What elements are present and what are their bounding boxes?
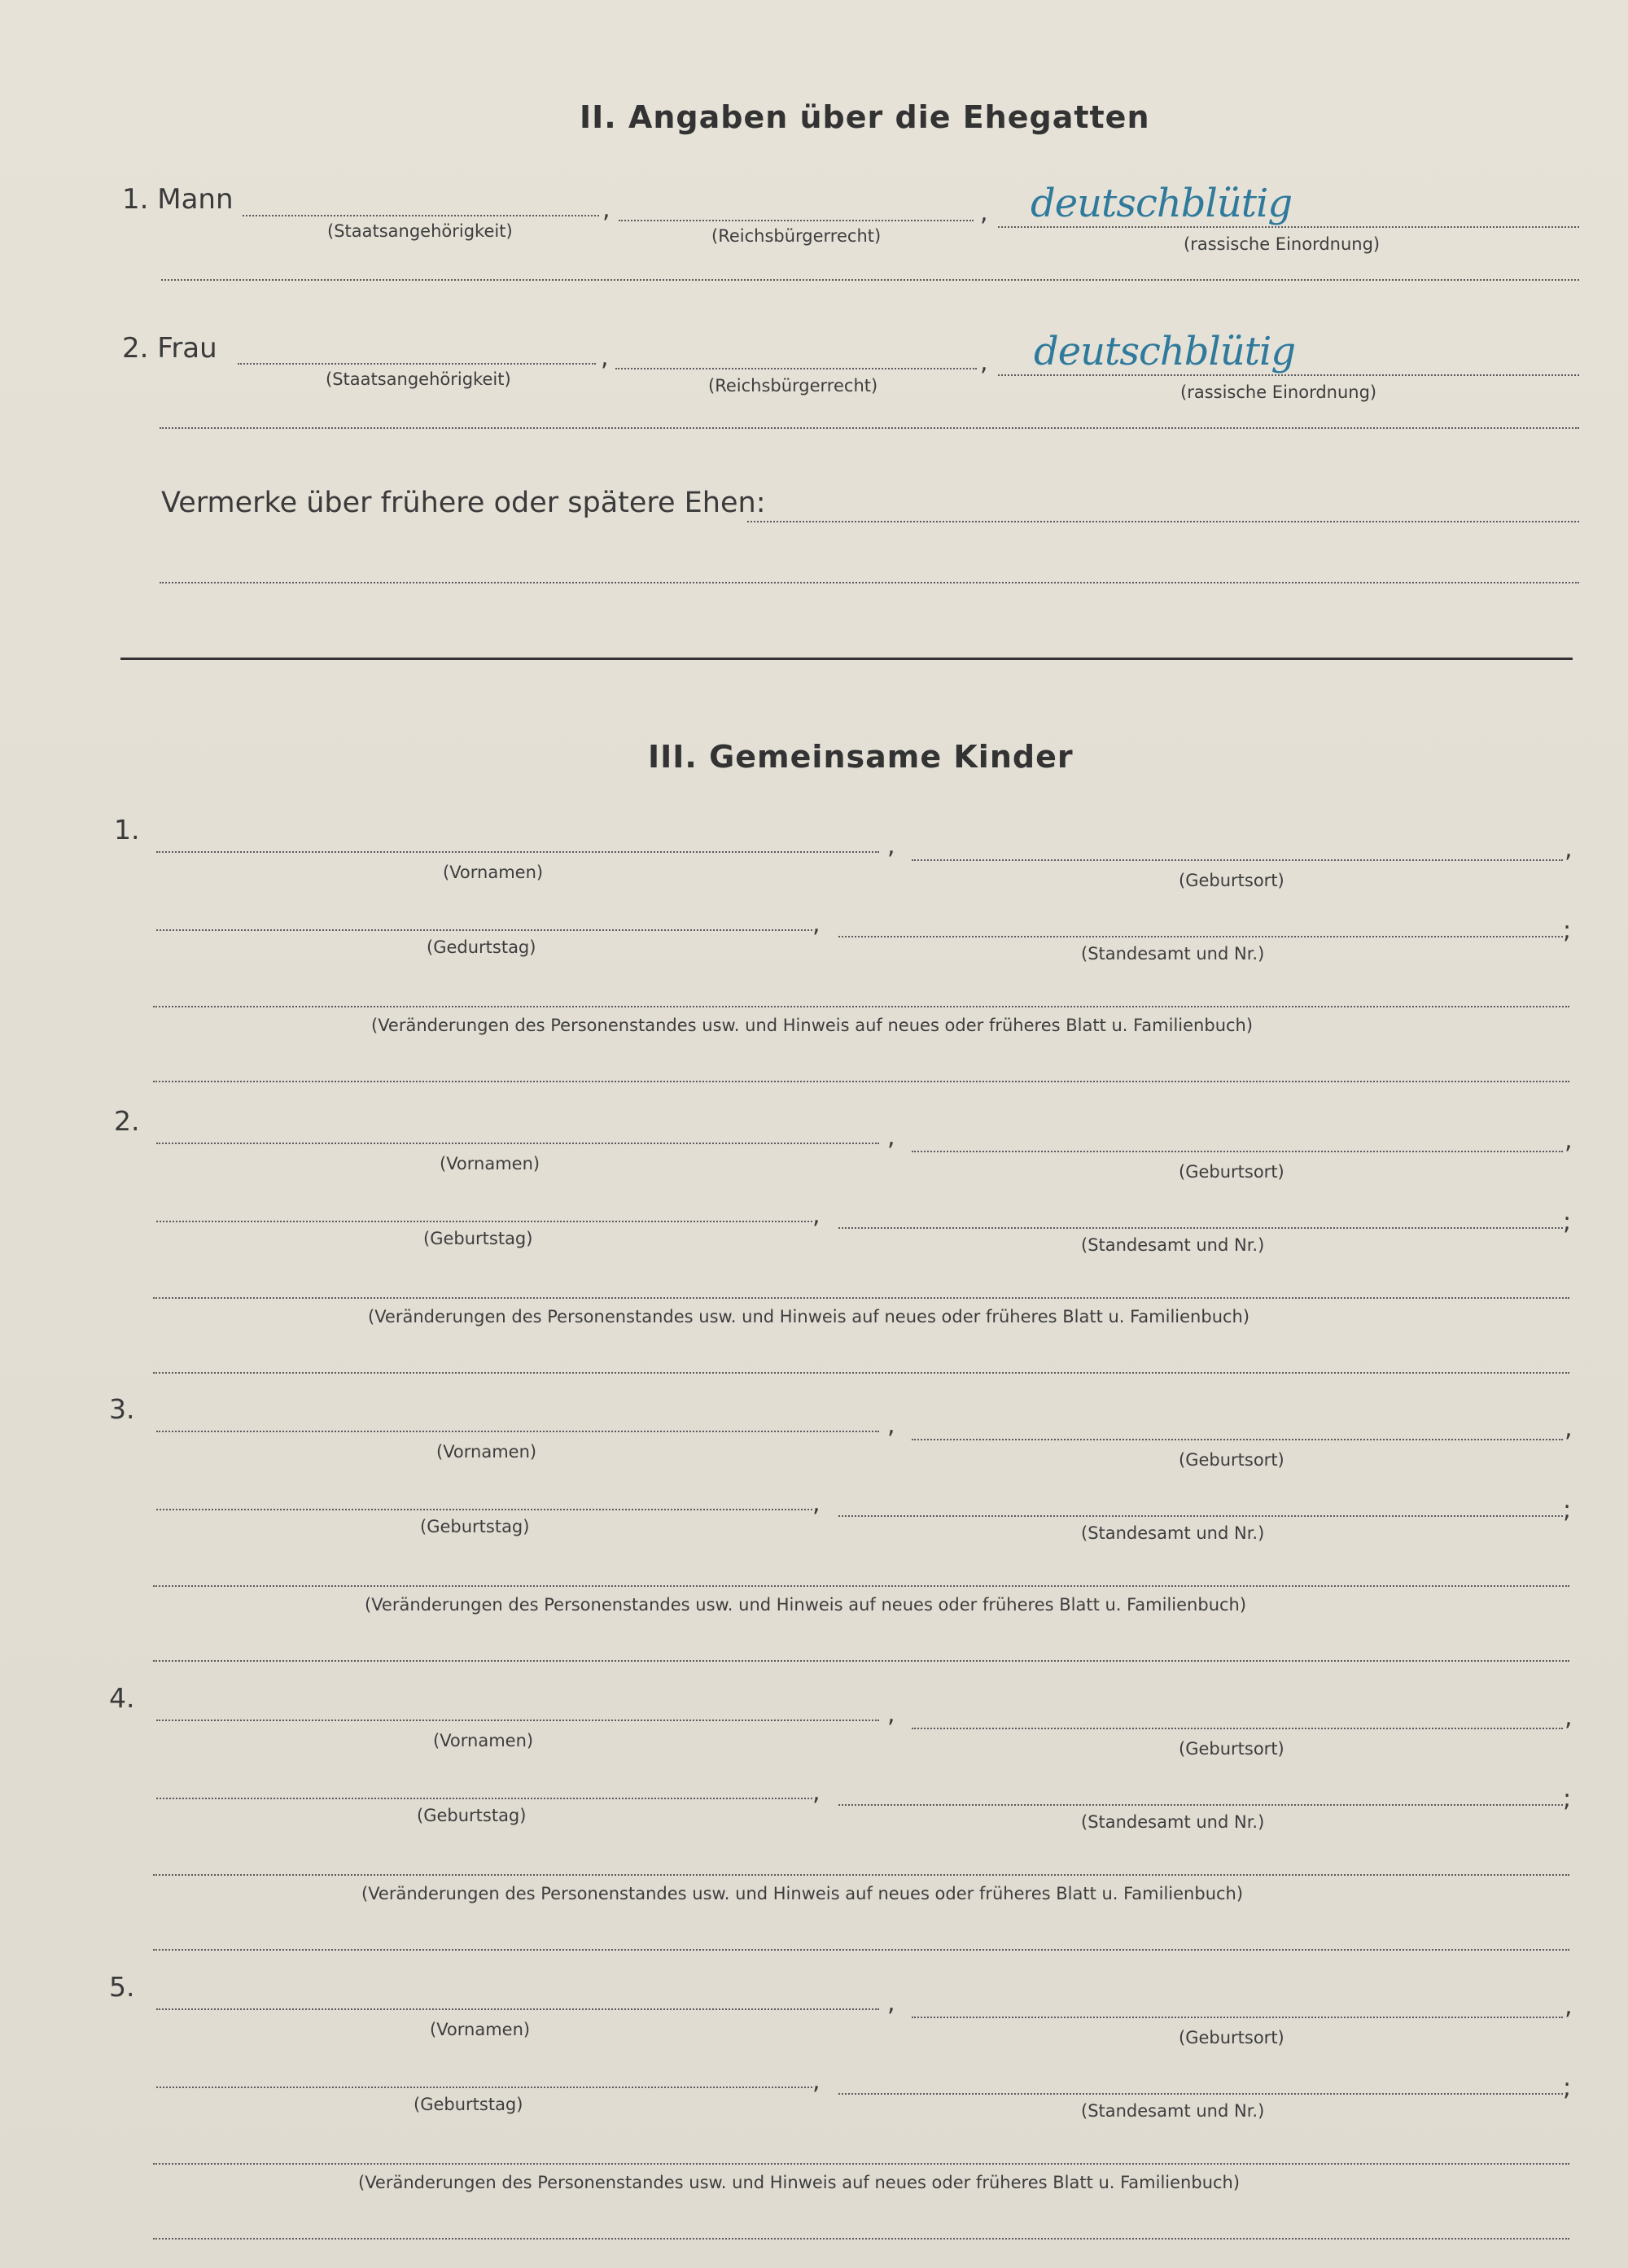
section-3-title: III. Gemeinsame Kinder bbox=[648, 739, 1074, 775]
veraenderungen-line-2[interactable] bbox=[153, 1081, 1569, 1082]
caption-staatsangehoerigkeit: (Staatsangehörigkeit) bbox=[327, 221, 513, 241]
standesamt-line[interactable] bbox=[838, 2093, 1563, 2095]
vornamen-line[interactable] bbox=[156, 1143, 879, 1144]
caption-vornamen: (Vornamen) bbox=[430, 2020, 531, 2039]
vornamen-line[interactable] bbox=[156, 2008, 879, 2010]
comma: , bbox=[1565, 1703, 1573, 1732]
comma: , bbox=[887, 832, 895, 860]
veraenderungen-line[interactable] bbox=[153, 1006, 1569, 1007]
vermerke-line-2[interactable] bbox=[160, 582, 1579, 583]
comma: , bbox=[812, 1201, 821, 1230]
geburtstag-line[interactable] bbox=[156, 1221, 812, 1222]
caption-standesamt: (Standesamt und Nr.) bbox=[1081, 1523, 1265, 1543]
caption-standesamt: (Standesamt und Nr.) bbox=[1081, 944, 1265, 964]
geburtsort-line[interactable] bbox=[912, 1439, 1563, 1440]
comma: , bbox=[887, 1123, 895, 1151]
comma: , bbox=[812, 1489, 821, 1518]
mann-staat-line[interactable] bbox=[243, 215, 599, 216]
caption-veraenderungen: (Veränderungen des Personenstandes usw. und Hinweis auf neues oder früheres Blatt u. Familienbuch) bbox=[365, 1595, 1247, 1615]
comma: , bbox=[980, 348, 988, 377]
geburtstag-line[interactable] bbox=[156, 1509, 812, 1510]
caption-geburtstag: (Geburtstag) bbox=[414, 2095, 523, 2114]
comma: , bbox=[601, 343, 609, 372]
child-number: 5. bbox=[109, 1971, 135, 2003]
caption-geburtstag: (Gedurtstag) bbox=[427, 937, 536, 957]
mann-extra-line[interactable] bbox=[161, 279, 1579, 281]
caption-veraenderungen: (Veränderungen des Personenstandes usw. und Hinweis auf neues oder früheres Blatt u. Familienbuch) bbox=[361, 1884, 1244, 1903]
frau-rass-handwriting: deutschblütig bbox=[1034, 329, 1296, 374]
comma: , bbox=[980, 199, 988, 227]
veraenderungen-line-2[interactable] bbox=[153, 1660, 1569, 1662]
comma: , bbox=[812, 2067, 821, 2095]
caption-geburtsort: (Geburtsort) bbox=[1179, 871, 1284, 890]
caption-vornamen: (Vornamen) bbox=[440, 1154, 540, 1173]
vornamen-line[interactable] bbox=[156, 1431, 879, 1432]
child-number: 4. bbox=[109, 1682, 135, 1714]
caption-staatsangehoerigkeit: (Staatsangehörigkeit) bbox=[326, 369, 511, 389]
child-number: 1. bbox=[114, 814, 140, 846]
geburtstag-line[interactable] bbox=[156, 929, 812, 931]
comma: , bbox=[1565, 1126, 1573, 1155]
caption-geburtstag: (Geburtstag) bbox=[417, 1806, 527, 1825]
mann-rass-line[interactable] bbox=[998, 226, 1579, 228]
caption-geburtsort: (Geburtsort) bbox=[1179, 1739, 1284, 1759]
comma: , bbox=[812, 1778, 821, 1807]
geburtsort-line[interactable] bbox=[912, 2017, 1563, 2018]
section-divider bbox=[120, 658, 1573, 660]
comma: , bbox=[812, 910, 821, 938]
veraenderungen-line-2[interactable] bbox=[153, 1372, 1569, 1374]
frau-rass-line[interactable] bbox=[998, 374, 1579, 376]
mann-label: 1. Mann bbox=[122, 183, 234, 216]
semicolon: ; bbox=[1563, 1496, 1572, 1524]
caption-veraenderungen: (Veränderungen des Personenstandes usw. und Hinweis auf neues oder früheres Blatt u. Familienbuch) bbox=[358, 2173, 1241, 2192]
caption-rassische-einordnung: (rassische Einordnung) bbox=[1180, 382, 1377, 402]
comma: , bbox=[602, 195, 610, 224]
caption-standesamt: (Standesamt und Nr.) bbox=[1081, 1235, 1265, 1255]
comma: , bbox=[887, 1411, 895, 1440]
comma: , bbox=[1565, 835, 1573, 863]
caption-standesamt: (Standesamt und Nr.) bbox=[1081, 2101, 1265, 2121]
standesamt-line[interactable] bbox=[838, 1227, 1563, 1229]
caption-rassische-einordnung: (rassische Einordnung) bbox=[1184, 234, 1381, 254]
caption-veraenderungen: (Veränderungen des Personenstandes usw. und Hinweis auf neues oder früheres Blatt u. Familienbuch) bbox=[371, 1016, 1254, 1035]
caption-veraenderungen: (Veränderungen des Personenstandes usw. und Hinweis auf neues oder früheres Blatt u. Familienbuch) bbox=[368, 1307, 1250, 1326]
standesamt-line[interactable] bbox=[838, 936, 1563, 937]
comma: , bbox=[887, 1700, 895, 1728]
child-number: 3. bbox=[109, 1393, 135, 1425]
vermerke-line-1[interactable] bbox=[747, 521, 1579, 522]
comma: , bbox=[887, 1989, 895, 2017]
veraenderungen-line-2[interactable] bbox=[153, 1949, 1569, 1951]
semicolon: ; bbox=[1563, 1785, 1572, 1813]
caption-reichsbuergerrecht: (Reichsbürgerrecht) bbox=[708, 376, 878, 395]
veraenderungen-line[interactable] bbox=[153, 1585, 1569, 1587]
caption-vornamen: (Vornamen) bbox=[443, 863, 544, 882]
caption-reichsbuergerrecht: (Reichsbürgerrecht) bbox=[711, 226, 882, 246]
frau-staat-line[interactable] bbox=[238, 363, 596, 365]
comma: , bbox=[1565, 1414, 1573, 1443]
standesamt-line[interactable] bbox=[838, 1515, 1563, 1517]
geburtsort-line[interactable] bbox=[912, 1728, 1563, 1729]
geburtsort-line[interactable] bbox=[912, 859, 1563, 861]
caption-geburtstag: (Geburtstag) bbox=[423, 1229, 533, 1248]
caption-vornamen: (Vornamen) bbox=[436, 1442, 537, 1462]
vermerke-label: Vermerke über frühere oder spätere Ehen: bbox=[161, 487, 766, 519]
caption-geburtsort: (Geburtsort) bbox=[1179, 1162, 1284, 1182]
veraenderungen-line-2[interactable] bbox=[153, 2238, 1569, 2240]
semicolon: ; bbox=[1563, 1208, 1572, 1236]
caption-geburtsort: (Geburtsort) bbox=[1179, 1450, 1284, 1470]
standesamt-line[interactable] bbox=[838, 1804, 1563, 1806]
frau-reich-line[interactable] bbox=[615, 368, 977, 369]
vornamen-line[interactable] bbox=[156, 1720, 879, 1721]
caption-vornamen: (Vornamen) bbox=[433, 1731, 534, 1750]
semicolon: ; bbox=[1563, 916, 1572, 945]
mann-reich-line[interactable] bbox=[619, 220, 974, 221]
caption-standesamt: (Standesamt und Nr.) bbox=[1081, 1812, 1265, 1832]
geburtstag-line[interactable] bbox=[156, 1798, 812, 1799]
comma: , bbox=[1565, 1992, 1573, 2021]
veraenderungen-line[interactable] bbox=[153, 2163, 1569, 2165]
caption-geburtstag: (Geburtstag) bbox=[420, 1517, 530, 1536]
vornamen-line[interactable] bbox=[156, 851, 879, 853]
geburtsort-line[interactable] bbox=[912, 1151, 1563, 1152]
child-number: 2. bbox=[114, 1105, 140, 1137]
veraenderungen-line[interactable] bbox=[153, 1297, 1569, 1299]
mann-rass-handwriting: deutschblütig bbox=[1031, 181, 1293, 226]
caption-geburtsort: (Geburtsort) bbox=[1179, 2028, 1284, 2047]
section-2-title: II. Angaben über die Ehegatten bbox=[580, 99, 1150, 135]
veraenderungen-line[interactable] bbox=[153, 1874, 1569, 1876]
frau-extra-line[interactable] bbox=[160, 427, 1579, 429]
geburtstag-line[interactable] bbox=[156, 2087, 812, 2088]
semicolon: ; bbox=[1563, 2074, 1572, 2102]
frau-label: 2. Frau bbox=[122, 332, 217, 365]
